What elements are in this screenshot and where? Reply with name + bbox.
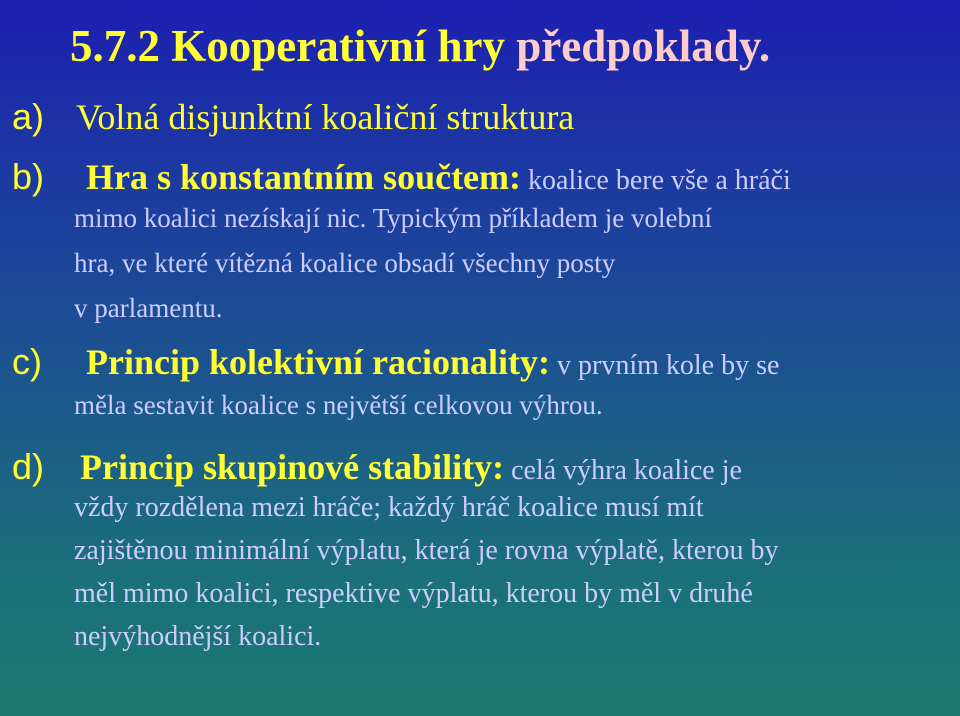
item-text-line: v parlamentu. bbox=[74, 293, 223, 323]
item-heading: Princip kolektivní racionality: bbox=[86, 342, 550, 382]
item-first-line bbox=[86, 156, 791, 198]
item-marker: d) bbox=[12, 446, 45, 487]
item-marker: b) bbox=[12, 156, 45, 197]
item-text-line: nejvýhodnější koalici. bbox=[74, 621, 322, 652]
item-heading: Hra s konstantním součtem: bbox=[86, 157, 522, 197]
item-text-first: v prvním kole by se bbox=[550, 350, 780, 381]
item-marker: a) bbox=[12, 96, 45, 137]
title-accent: předpoklady. bbox=[516, 21, 771, 71]
item-text-first: celá výhra koalice je bbox=[504, 455, 742, 486]
item-text-line: měla sestavit koalice s největší celkovou výhrou. bbox=[74, 390, 603, 420]
item-heading: Volná disjunktní koaliční struktura bbox=[76, 97, 575, 137]
item-marker: c) bbox=[12, 341, 42, 382]
item-text-first: koalice bere vše a hráči bbox=[521, 165, 791, 196]
item-text-line: měl mimo koalici, respektive výplatu, kterou by měl v druhé bbox=[74, 578, 753, 609]
item-text-line: mimo koalici nezískají nic. Typickým příkladem je volební bbox=[74, 203, 712, 233]
item-first-line bbox=[86, 341, 779, 383]
item-first-line bbox=[80, 446, 742, 488]
title-main: 5.7.2 Kooperativní hry bbox=[70, 21, 517, 71]
item-text-line: zajištěnou minimální výplatu, která je rovna výplatě, kterou by bbox=[74, 535, 779, 566]
slide-title bbox=[70, 16, 770, 76]
item-text-line: vždy rozdělena mezi hráče; každý hráč koalice musí mít bbox=[74, 492, 704, 523]
item-heading: Princip skupinové stability: bbox=[80, 447, 505, 487]
item-text-line: hra, ve které vítězná koalice obsadí všechny posty bbox=[74, 248, 616, 278]
